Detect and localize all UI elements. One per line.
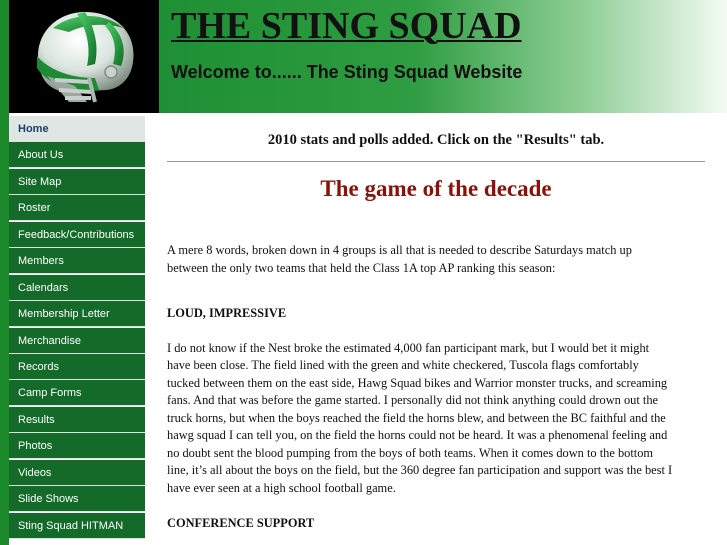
text-line: no doubt sent the blood pumping from the boys of both teams. When it comes down to the bottom [167, 445, 654, 460]
logo-panel [9, 0, 159, 113]
text-line: tucked between them on the east side, Hawg Squad bikes and Warrior monster trucks, and screaming [167, 375, 668, 390]
divider [167, 161, 705, 162]
sidebar-item-videos[interactable]: Videos [9, 460, 145, 486]
text-line: hawg squad I can tell you, on the field the horns could not be heard. It was a phenomenal feeling and [167, 428, 668, 442]
sidebar-item-merchandise[interactable]: Merchandise [9, 328, 145, 354]
sidebar-item-roster[interactable]: Roster [9, 195, 145, 221]
sidebar-item-records[interactable]: Records [9, 354, 145, 380]
text-line: truck horns, but when the boys reached the field the horns blew, and between the BC faithful and the [167, 410, 666, 425]
sidebar-item-home[interactable]: Home [9, 116, 145, 142]
text-line: I do not know if the Nest broke the estimated 4,000 fan participant mark, but I would bet it might [167, 340, 650, 355]
loud-paragraph [167, 340, 705, 498]
text-line: have been close. The field lined with the green and white checkered, Tuscola flags comfortably [167, 358, 639, 372]
section-heading-conference: CONFERENCE SUPPORT [167, 516, 315, 530]
main-content [167, 120, 705, 533]
sidebar-item-results[interactable]: Results [9, 407, 145, 433]
sidebar-item-calendars[interactable]: Calendars [9, 275, 145, 301]
sidebar-item-slide-shows[interactable]: Slide Shows [9, 486, 145, 512]
text-line: have ever seen at a high school football game. [167, 480, 396, 495]
header-banner [159, 0, 727, 113]
sidebar-item-hitman[interactable]: Sting Squad HITMAN [9, 513, 145, 539]
football-helmet-logo[interactable] [25, 6, 143, 106]
text-line: line, it’s all about the boys on the field, but the 360 degree fan participation and support was the best I [167, 463, 673, 477]
sidebar-item-photos[interactable]: Photos [9, 433, 145, 459]
stats-notice: 2010 stats and polls added. Click on the "Results" tab. [267, 132, 605, 148]
site-title[interactable]: THE STING SQUAD [171, 5, 522, 47]
section-heading-loud: LOUD, IMPRESSIVE [167, 306, 287, 320]
intro-paragraph [167, 242, 705, 277]
sidebar-item-about-us[interactable]: About Us [9, 142, 145, 168]
text-line: A mere 8 words, broken down in 4 groups is all that is needed to describe Saturdays match up [167, 243, 632, 257]
sidebar-item-membership-letter[interactable]: Membership Letter [9, 301, 145, 327]
sidebar-item-members[interactable]: Members [9, 248, 145, 274]
page-frame [9, 0, 727, 545]
sidebar-item-site-map[interactable]: Site Map [9, 169, 145, 195]
article-headline: The game of the decade [320, 176, 552, 201]
text-line: between the only two teams that held the Class 1A top AP ranking this season: [167, 260, 556, 275]
sidebar-item-camp-forms[interactable]: Camp Forms [9, 380, 145, 406]
sidebar-item-feedback[interactable]: Feedback/Contributions [9, 222, 145, 248]
sidebar-nav [9, 116, 145, 539]
site-subtitle: Welcome to...... The Sting Squad Website [171, 62, 523, 82]
text-line: fans. And that was before the game started. I personally did not think anything could drown out the [167, 393, 659, 407]
